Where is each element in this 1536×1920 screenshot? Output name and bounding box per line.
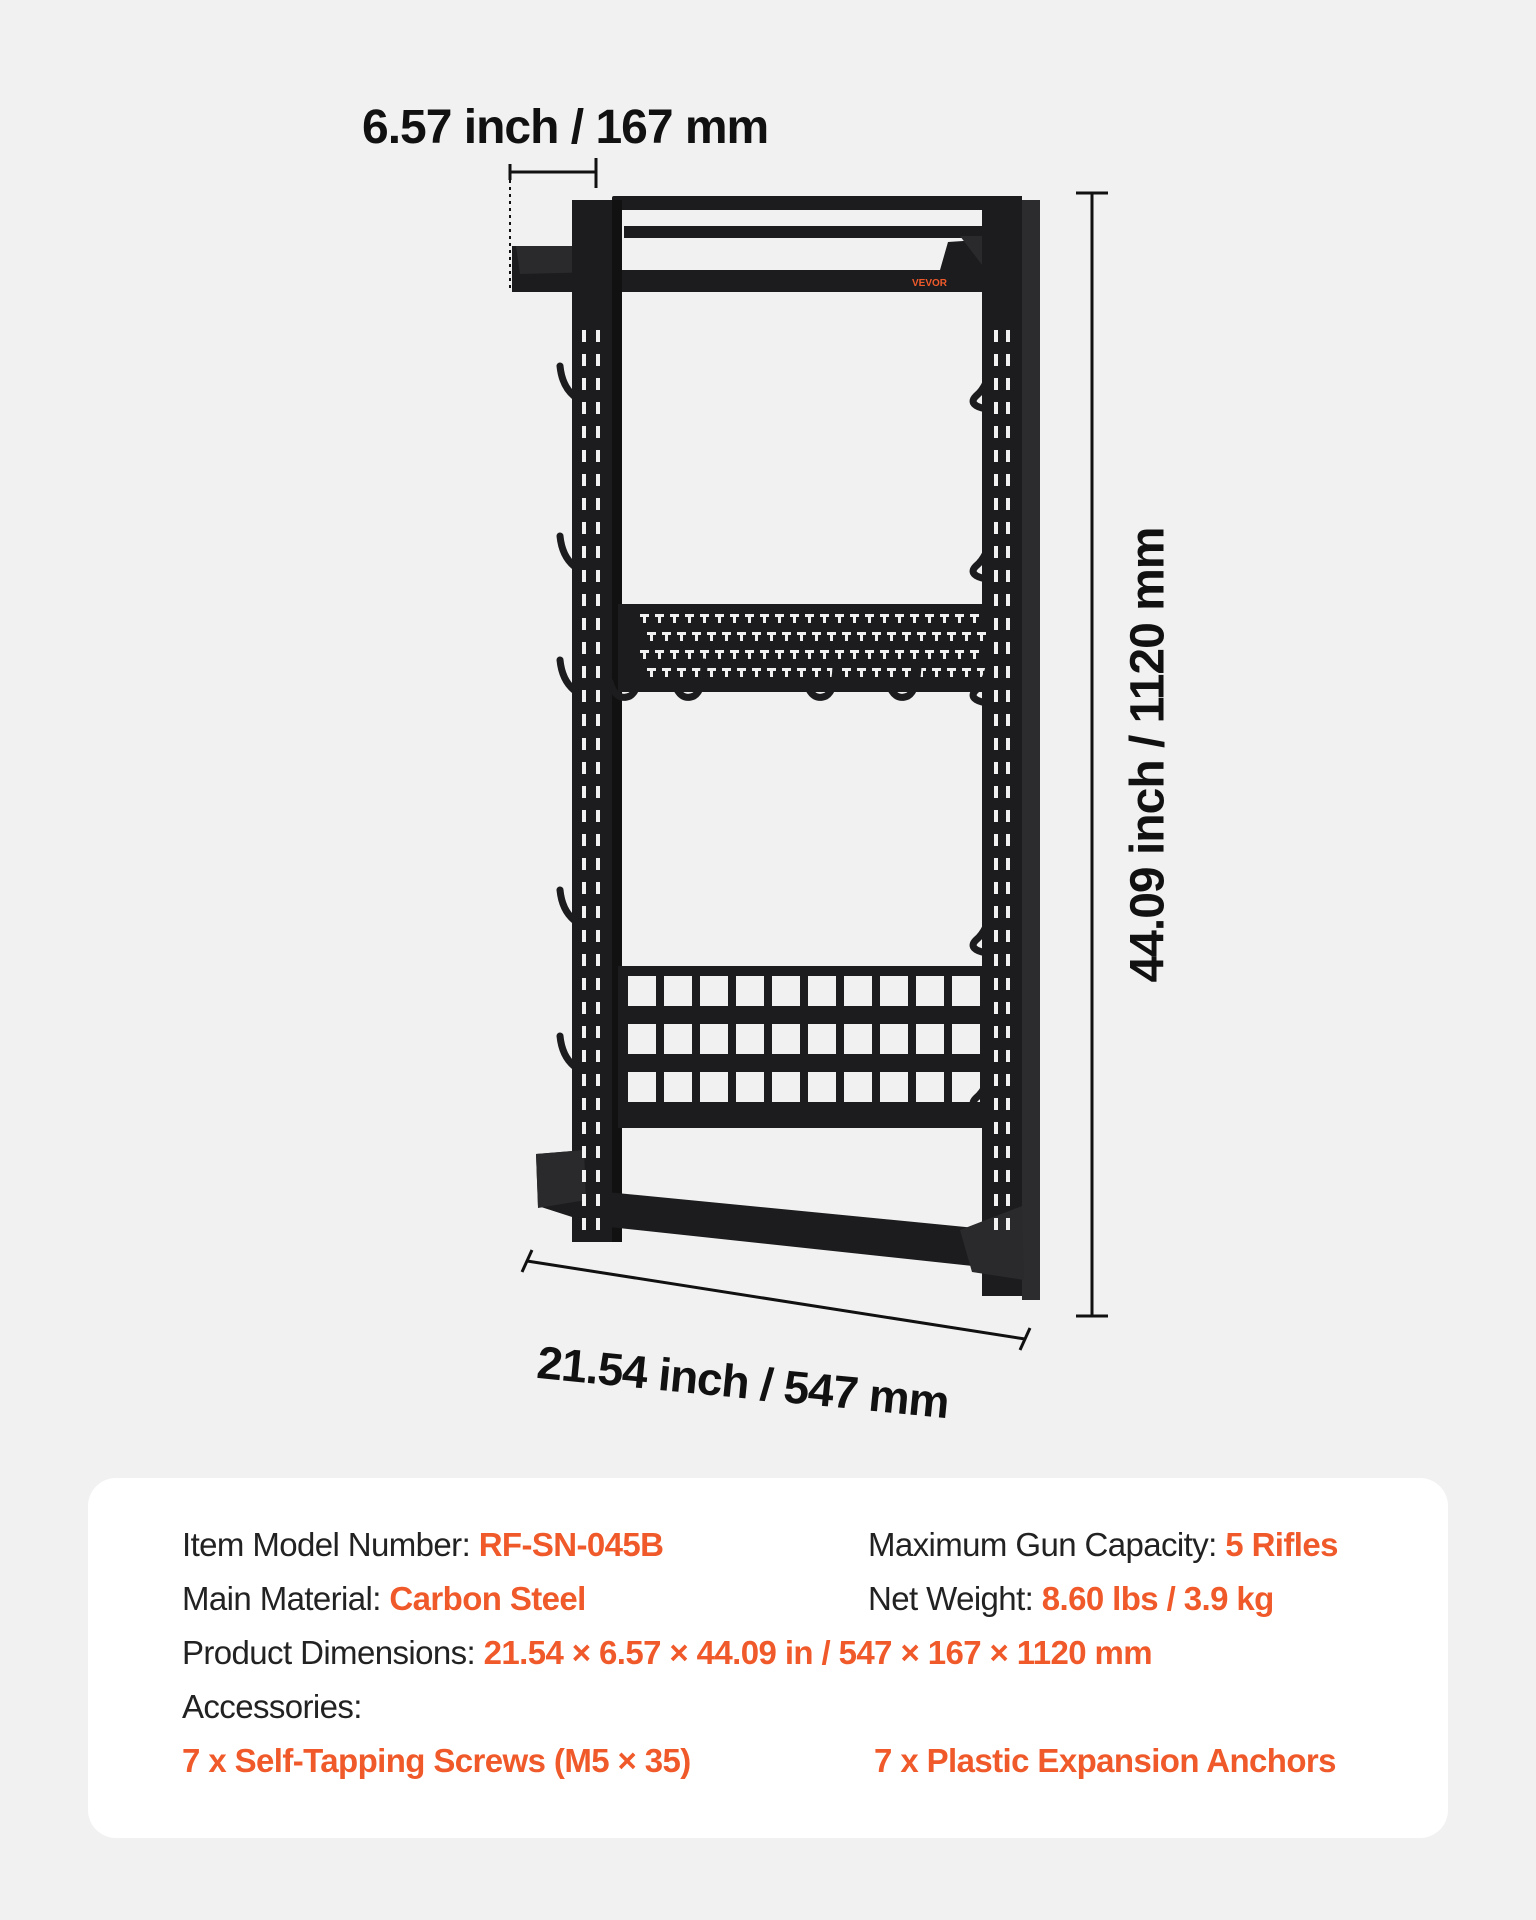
- brand-logo: VEVOR: [912, 278, 948, 289]
- bottom-tray-slots: [0, 1198, 267, 1239]
- upright-slot: [596, 1146, 600, 1158]
- upright-slot: [994, 330, 998, 342]
- grid-hole: [916, 1024, 944, 1054]
- upright-slot: [582, 618, 586, 630]
- upright-slot: [596, 858, 600, 870]
- upright-slot: [582, 714, 586, 726]
- upright-slot: [1006, 1170, 1010, 1182]
- upright-slot: [1006, 834, 1010, 846]
- upright-slot: [596, 1194, 600, 1206]
- wall-hook: [560, 536, 574, 566]
- upright-slot: [582, 1194, 586, 1206]
- upright-slot: [596, 1050, 600, 1062]
- upright-slot: [994, 1170, 998, 1182]
- upright-slot: [1006, 498, 1010, 510]
- upright-slot: [582, 330, 586, 342]
- wall-hook: [560, 1036, 574, 1066]
- height-dimension-label: 44.09 inch / 1120 mm: [1121, 527, 1175, 983]
- upright-slot: [596, 810, 600, 822]
- tray-slot: [75, 1213, 98, 1221]
- upright-slot: [596, 666, 600, 678]
- upright-slot: [582, 498, 586, 510]
- upright-slot: [1006, 858, 1010, 870]
- upright-slot: [596, 330, 600, 342]
- upright-slot: [994, 930, 998, 942]
- right-upright: [982, 196, 1022, 1296]
- upright-slot: [994, 1146, 998, 1158]
- upright-slot: [1006, 1074, 1010, 1086]
- spec-model-label: Item Model Number:: [182, 1526, 479, 1563]
- upright-slot: [582, 570, 586, 582]
- upright-slot: [994, 666, 998, 678]
- upright-slot: [582, 1098, 586, 1110]
- upright-slot: [582, 1074, 586, 1086]
- upright-slot: [994, 570, 998, 582]
- upright-slot: [582, 666, 586, 678]
- upright-slot: [582, 594, 586, 606]
- upright-slot: [596, 978, 600, 990]
- upright-slot: [582, 810, 586, 822]
- upright-slot: [994, 522, 998, 534]
- upright-slot: [582, 354, 586, 366]
- width-dimension-label: 6.57 inch / 167 mm: [362, 101, 769, 154]
- upright-slot: [1006, 882, 1010, 894]
- upright-slot: [596, 522, 600, 534]
- upright-slot: [582, 474, 586, 486]
- upright-slot: [582, 1122, 586, 1134]
- upright-slot: [994, 738, 998, 750]
- upright-slot: [994, 762, 998, 774]
- upright-slot: [1006, 330, 1010, 342]
- upright-slot: [582, 522, 586, 534]
- rack-frame: [512, 196, 1040, 1300]
- upright-slot: [994, 882, 998, 894]
- upright-slot: [596, 930, 600, 942]
- upright-slot: [596, 594, 600, 606]
- tray-slot: [19, 1207, 42, 1215]
- wall-hook: [560, 366, 574, 396]
- upright-slot: [596, 546, 600, 558]
- accessory-anchors: 7 x Plastic Expansion Anchors: [874, 1742, 1336, 1779]
- tray-slot: [47, 1210, 70, 1218]
- spec-material: [182, 1580, 586, 1618]
- upright-slot: [596, 474, 600, 486]
- spec-dimensions-value: 21.54 × 6.57 × 44.09 in / 547 × 167 × 1120 mm: [483, 1634, 1153, 1671]
- grid-hole: [880, 976, 908, 1006]
- upright-slot: [994, 1026, 998, 1038]
- grid-hole: [628, 976, 656, 1006]
- grid-hole: [736, 976, 764, 1006]
- grid-hole: [808, 1024, 836, 1054]
- grid-hole: [772, 1072, 800, 1102]
- upright-slot: [582, 762, 586, 774]
- upright-slot: [994, 618, 998, 630]
- upright-slot: [582, 954, 586, 966]
- upright-slot: [596, 378, 600, 390]
- upright-slot: [1006, 546, 1010, 558]
- upright-slot: [582, 858, 586, 870]
- upright-slot: [994, 834, 998, 846]
- upright-slot: [582, 1218, 586, 1230]
- upright-slot: [994, 354, 998, 366]
- upright-slot: [994, 810, 998, 822]
- upright-slot: [582, 786, 586, 798]
- spec-dimensions-label: Product Dimensions:: [182, 1634, 484, 1671]
- upright-slot: [1006, 378, 1010, 390]
- specification-card: [88, 1478, 1448, 1838]
- upright-slot: [1006, 402, 1010, 414]
- upright-slot: [1006, 930, 1010, 942]
- upright-slot: [582, 450, 586, 462]
- upright-slot: [994, 1050, 998, 1062]
- tray-slot: [103, 1216, 126, 1224]
- upright-slot: [1006, 1218, 1010, 1230]
- upright-slot: [582, 426, 586, 438]
- upright-slot: [994, 1122, 998, 1134]
- grid-hole: [700, 976, 728, 1006]
- upright-slot: [596, 834, 600, 846]
- upright-slot: [1006, 1194, 1010, 1206]
- upright-slot: [1006, 714, 1010, 726]
- upright-slot: [596, 1122, 600, 1134]
- upright-slot: [1006, 1002, 1010, 1014]
- grid-hole: [736, 1024, 764, 1054]
- upright-slot: [994, 1002, 998, 1014]
- upright-slot: [582, 882, 586, 894]
- wall-hook: [560, 660, 574, 690]
- upright-slot: [1006, 426, 1010, 438]
- grid-hole: [844, 1072, 872, 1102]
- tray-slot: [132, 1219, 155, 1227]
- grid-hole: [844, 976, 872, 1006]
- spec-model: [182, 1526, 663, 1564]
- upright-slot: [994, 714, 998, 726]
- spec-model-value: RF-SN-045B: [478, 1526, 664, 1563]
- upright-slot: [596, 882, 600, 894]
- upright-slot: [596, 570, 600, 582]
- upright-slot: [1006, 906, 1010, 918]
- upright-slot: [582, 738, 586, 750]
- grid-hole: [628, 1072, 656, 1102]
- tray-slot: [216, 1228, 239, 1236]
- grid-hole: [736, 1072, 764, 1102]
- upright-slot: [596, 738, 600, 750]
- spec-material-label: Main Material:: [182, 1580, 390, 1617]
- grid-hole: [700, 1072, 728, 1102]
- upright-slot: [994, 378, 998, 390]
- upright-slot: [1006, 474, 1010, 486]
- upright-slot: [596, 450, 600, 462]
- length-dimension-label: 21.54 inch / 547 mm: [534, 1335, 952, 1429]
- upright-slot: [994, 954, 998, 966]
- upright-slot: [994, 1074, 998, 1086]
- upright-slot: [582, 834, 586, 846]
- grid-hole: [664, 976, 692, 1006]
- tray-slot: [188, 1225, 211, 1233]
- upright-slot: [1006, 1122, 1010, 1134]
- upright-slot: [1006, 642, 1010, 654]
- upright-slot: [582, 402, 586, 414]
- upright-slot: [596, 426, 600, 438]
- grid-hole: [772, 1024, 800, 1054]
- spec-accessories-label: Accessories:: [182, 1688, 362, 1725]
- grid-hole: [808, 976, 836, 1006]
- upright-slot: [1006, 738, 1010, 750]
- spec-capacity-value: 5 Rifles: [1225, 1526, 1338, 1563]
- upright-slot: [596, 906, 600, 918]
- upright-slot: [994, 546, 998, 558]
- upright-slot: [596, 690, 600, 702]
- upright-slot: [1006, 618, 1010, 630]
- grid-hole: [916, 976, 944, 1006]
- upright-slot: [596, 642, 600, 654]
- spec-material-value: Carbon Steel: [389, 1580, 586, 1617]
- tray-slot: [0, 1204, 13, 1212]
- upright-slot: [582, 1170, 586, 1182]
- upright-slot: [582, 1026, 586, 1038]
- grid-hole: [952, 1024, 980, 1054]
- upright-slot: [994, 906, 998, 918]
- upright-slot: [994, 1098, 998, 1110]
- grid-hole: [844, 1024, 872, 1054]
- upright-slot: [596, 1170, 600, 1182]
- grid-hole: [880, 1072, 908, 1102]
- upright-slot: [994, 402, 998, 414]
- upright-slot: [1006, 810, 1010, 822]
- upright-slot: [596, 954, 600, 966]
- upright-slot: [582, 1002, 586, 1014]
- upright-slot: [994, 858, 998, 870]
- upright-slot: [994, 426, 998, 438]
- upright-slot: [1006, 594, 1010, 606]
- upright-slot: [596, 402, 600, 414]
- upright-slot: [994, 474, 998, 486]
- upright-slot: [994, 690, 998, 702]
- grid-hole: [772, 976, 800, 1006]
- tray-slot: [160, 1222, 183, 1230]
- upright-slot: [994, 594, 998, 606]
- upright-slot: [1006, 354, 1010, 366]
- upright-slot: [1006, 1050, 1010, 1062]
- upright-slot: [582, 642, 586, 654]
- upright-slot: [582, 930, 586, 942]
- grid-hole: [880, 1024, 908, 1054]
- spec-weight-label: Net Weight:: [868, 1580, 1042, 1617]
- spec-weight: [868, 1580, 1274, 1618]
- grid-hole: [664, 1024, 692, 1054]
- upright-slot: [582, 906, 586, 918]
- grid-hole: [664, 1072, 692, 1102]
- upright-slot: [582, 1050, 586, 1062]
- upright-slot: [1006, 1026, 1010, 1038]
- top-crossbar: [612, 196, 988, 210]
- upright-slot: [994, 450, 998, 462]
- grid-hole: [700, 1024, 728, 1054]
- upright-slot: [596, 1026, 600, 1038]
- upright-slot: [994, 978, 998, 990]
- upright-slot: [582, 690, 586, 702]
- grid-hole: [952, 976, 980, 1006]
- upright-slot: [596, 786, 600, 798]
- upright-slot: [596, 714, 600, 726]
- upright-slot: [1006, 762, 1010, 774]
- upright-slot: [994, 642, 998, 654]
- length-dimension-line: [527, 1261, 1025, 1339]
- upright-slot: [596, 354, 600, 366]
- grid-hole: [808, 1072, 836, 1102]
- upright-slot: [1006, 954, 1010, 966]
- spec-dimensions: [182, 1634, 1152, 1672]
- upright-slot: [1006, 1146, 1010, 1158]
- top-crossbar-back: [624, 226, 996, 238]
- upright-slot: [994, 786, 998, 798]
- upright-slot: [582, 1146, 586, 1158]
- upright-slot: [596, 1218, 600, 1230]
- upright-slot: [1006, 450, 1010, 462]
- upright-slot: [1006, 522, 1010, 534]
- upright-slot: [596, 1098, 600, 1110]
- upright-slot: [1006, 786, 1010, 798]
- tray-slot: [245, 1231, 268, 1239]
- upright-slot: [994, 498, 998, 510]
- upright-slot: [1006, 1098, 1010, 1110]
- grid-hole: [628, 1024, 656, 1054]
- grid-hole: [916, 1072, 944, 1102]
- upright-slot: [596, 498, 600, 510]
- upright-slot: [1006, 666, 1010, 678]
- upright-slot: [596, 618, 600, 630]
- upright-slot: [582, 978, 586, 990]
- spec-capacity-label: Maximum Gun Capacity:: [868, 1526, 1226, 1563]
- upright-slot: [1006, 570, 1010, 582]
- spec-capacity: [868, 1526, 1338, 1564]
- accessory-screws: 7 x Self-Tapping Screws (M5 × 35): [182, 1742, 691, 1779]
- upright-slot: [596, 1002, 600, 1014]
- upright-slot: [994, 1218, 998, 1230]
- upright-slot: [1006, 690, 1010, 702]
- upright-slot: [596, 1074, 600, 1086]
- upright-slot: [994, 1194, 998, 1206]
- spec-weight-value: 8.60 lbs / 3.9 kg: [1041, 1580, 1274, 1617]
- upright-slot: [582, 546, 586, 558]
- upright-slot: [596, 762, 600, 774]
- wall-hook: [560, 890, 574, 920]
- upright-slot: [1006, 978, 1010, 990]
- upright-slot: [582, 378, 586, 390]
